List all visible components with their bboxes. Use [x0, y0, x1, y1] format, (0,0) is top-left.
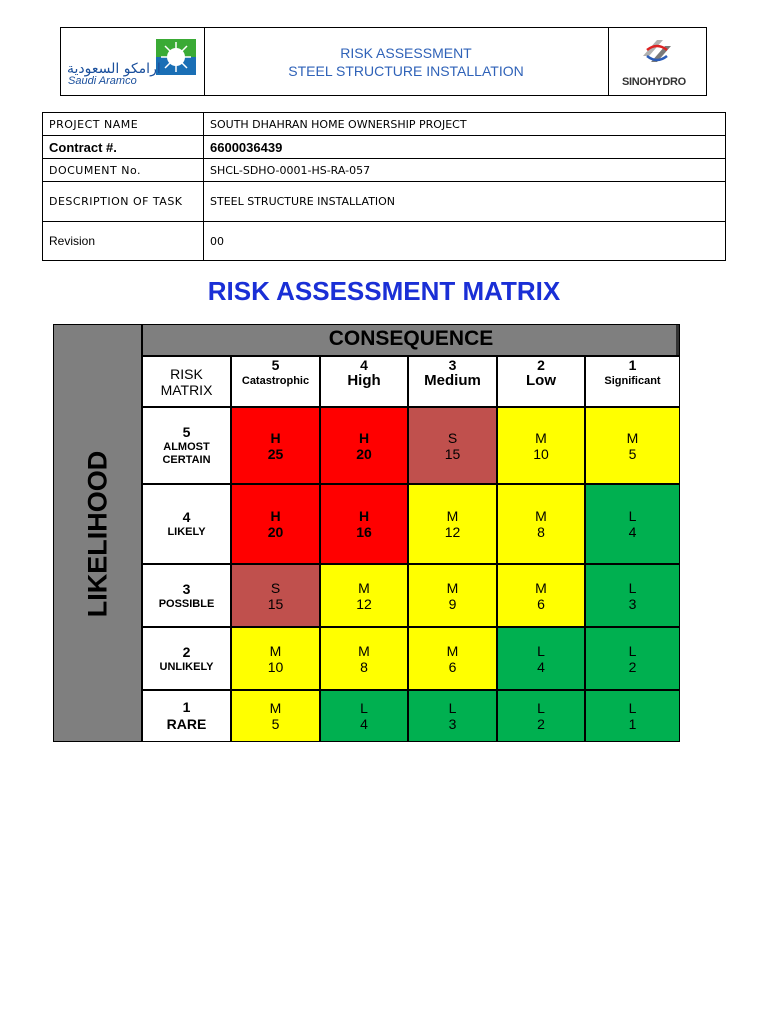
info-label: DESCRIPTION OF TASK	[43, 182, 204, 222]
risk-cell	[497, 407, 585, 484]
likelihood-row-header	[142, 690, 231, 742]
risk-score: 6	[537, 595, 545, 612]
consequence-header	[231, 356, 320, 407]
consequence-header	[585, 356, 680, 407]
risk-score: 8	[537, 524, 545, 540]
consequence-number: 3	[448, 357, 457, 373]
risk-level: M	[269, 642, 282, 659]
risk-score: 4	[360, 716, 368, 732]
matrix-title: RISK ASSESSMENT MATRIX	[207, 276, 561, 306]
risk-level: L	[628, 642, 637, 659]
risk-level: H	[358, 508, 370, 524]
risk-score: 4	[628, 524, 637, 540]
consequence-number: 4	[360, 357, 368, 373]
risk-score: 20	[356, 445, 372, 462]
risk-score: 6	[448, 658, 457, 675]
info-label: Contract #.	[43, 136, 204, 159]
risk-score: 8	[360, 658, 368, 675]
consequence-number: 2	[537, 357, 545, 373]
risk-level: M	[358, 642, 370, 659]
risk-score: 3	[628, 595, 637, 612]
consequence-name: Low	[526, 372, 556, 389]
risk-level: M	[535, 508, 547, 524]
table-row	[43, 182, 726, 222]
risk-level: M	[446, 642, 459, 659]
risk-cell	[585, 627, 680, 690]
corner-line1: RISK	[170, 365, 203, 382]
risk-level: H	[270, 508, 281, 524]
risk-level: H	[270, 429, 281, 446]
risk-level: M	[446, 579, 459, 596]
risk-cell	[231, 407, 320, 484]
risk-score: 25	[267, 445, 284, 462]
likelihood-name: RARE	[166, 716, 207, 732]
corner-line2: MATRIX	[160, 381, 213, 398]
risk-cell	[408, 627, 497, 690]
risk-score: 5	[628, 445, 637, 462]
consequence-name: Medium	[424, 372, 481, 389]
table-row	[43, 159, 726, 182]
risk-level: M	[535, 579, 547, 596]
info-label: Revision	[43, 222, 204, 261]
risk-score: 20	[267, 524, 284, 540]
risk-cell	[231, 627, 320, 690]
risk-score: 15	[444, 445, 461, 462]
risk-score: 1	[628, 716, 637, 732]
risk-cell	[585, 564, 680, 627]
likelihood-row-header	[142, 407, 231, 484]
consequence-axis	[142, 324, 680, 356]
document-header	[60, 27, 707, 96]
risk-level: L	[448, 700, 457, 716]
risk-score: 3	[448, 716, 457, 732]
header-title-line1: RISK ASSESSMENT	[340, 45, 472, 61]
risk-level: L	[628, 579, 637, 596]
consequence-label: CONSEQUENCE	[328, 327, 494, 350]
likelihood-row-header	[142, 627, 231, 690]
header-title-line2: STEEL STRUCTURE INSTALLATION	[288, 63, 524, 79]
risk-score: 10	[267, 658, 284, 675]
info-value: 00	[204, 222, 726, 261]
likelihood-number: 3	[182, 580, 191, 597]
risk-cell	[231, 564, 320, 627]
likelihood-number: 2	[182, 643, 191, 660]
likelihood-name: ALMOST CERTAIN	[162, 441, 211, 466]
risk-cell	[585, 407, 680, 484]
risk-score: 5	[271, 716, 280, 732]
risk-score: 9	[448, 595, 457, 612]
likelihood-number: 5	[182, 424, 191, 440]
info-value: 6600036439	[204, 136, 726, 159]
aramco-logo-icon	[156, 39, 196, 75]
table-row	[43, 136, 726, 159]
risk-level: M	[626, 429, 639, 446]
risk-score: 12	[444, 524, 461, 540]
risk-cell	[320, 690, 408, 742]
header-title	[204, 28, 608, 95]
likelihood-row-header	[142, 484, 231, 564]
risk-level: L	[360, 700, 368, 716]
likelihood-name: LIKELY	[167, 526, 206, 538]
risk-cell	[408, 564, 497, 627]
risk-cell	[320, 407, 408, 484]
consequence-name: Significant	[604, 375, 661, 387]
likelihood-axis	[53, 324, 142, 742]
project-info-table	[42, 112, 726, 261]
consequence-header	[320, 356, 408, 407]
risk-cell	[497, 690, 585, 742]
table-row	[43, 222, 726, 261]
sinohydro-logo-icon	[637, 36, 677, 68]
risk-cell	[497, 627, 585, 690]
consequence-number: 5	[271, 357, 280, 373]
likelihood-name: POSSIBLE	[158, 597, 215, 610]
risk-level: S	[270, 579, 281, 596]
risk-cell	[231, 484, 320, 564]
risk-cell	[320, 484, 408, 564]
risk-level: M	[535, 429, 547, 446]
risk-cell	[408, 690, 497, 742]
risk-score: 4	[537, 658, 545, 675]
likelihood-number: 4	[182, 509, 191, 525]
risk-cell	[320, 627, 408, 690]
risk-cell	[408, 407, 497, 484]
risk-cell	[497, 484, 585, 564]
sinohydro-name: SINOHYDRO	[622, 76, 686, 88]
risk-level: L	[537, 700, 545, 716]
risk-level: M	[358, 579, 370, 596]
risk-score: 12	[356, 595, 372, 612]
info-value: SOUTH DHAHRAN HOME OWNERSHIP PROJECT	[204, 113, 726, 136]
info-label: DOCUMENT No.	[43, 159, 204, 182]
risk-level: L	[628, 508, 637, 524]
risk-cell	[585, 484, 680, 564]
consequence-header	[497, 356, 585, 407]
risk-level: M	[269, 700, 282, 716]
sinohydro-logo-cell	[608, 28, 707, 95]
risk-score: 15	[267, 595, 284, 612]
likelihood-row-header	[142, 564, 231, 627]
aramco-logo-cell	[61, 28, 205, 95]
risk-cell	[320, 564, 408, 627]
risk-cell	[585, 690, 680, 742]
info-value: STEEL STRUCTURE INSTALLATION	[204, 182, 726, 222]
risk-score: 16	[356, 524, 372, 540]
table-row	[43, 113, 726, 136]
risk-score: 2	[537, 716, 545, 732]
consequence-name: Catastrophic	[241, 375, 310, 387]
divider	[676, 325, 679, 355]
consequence-name: High	[347, 372, 381, 389]
risk-cell	[408, 484, 497, 564]
consequence-header	[408, 356, 497, 407]
consequence-number: 1	[628, 357, 637, 373]
risk-level: L	[537, 642, 545, 659]
aramco-arabic-name: ارامكو السعودية	[67, 61, 161, 77]
risk-matrix-corner	[142, 356, 231, 407]
risk-cell	[497, 564, 585, 627]
aramco-english-name: Saudi Aramco	[68, 75, 137, 87]
info-label: PROJECT NAME	[43, 113, 204, 136]
risk-level: M	[446, 508, 459, 524]
likelihood-name: UNLIKELY	[159, 660, 214, 673]
risk-score: 10	[533, 445, 549, 462]
risk-level: H	[358, 429, 370, 446]
risk-cell	[231, 690, 320, 742]
risk-level: L	[628, 700, 637, 716]
risk-level: S	[447, 429, 458, 446]
likelihood-label: LIKELIHOOD	[82, 450, 113, 618]
info-value: SHCL-SDHO-0001-HS-RA-057	[204, 159, 726, 182]
likelihood-number: 1	[182, 699, 191, 715]
risk-score: 2	[628, 658, 637, 675]
